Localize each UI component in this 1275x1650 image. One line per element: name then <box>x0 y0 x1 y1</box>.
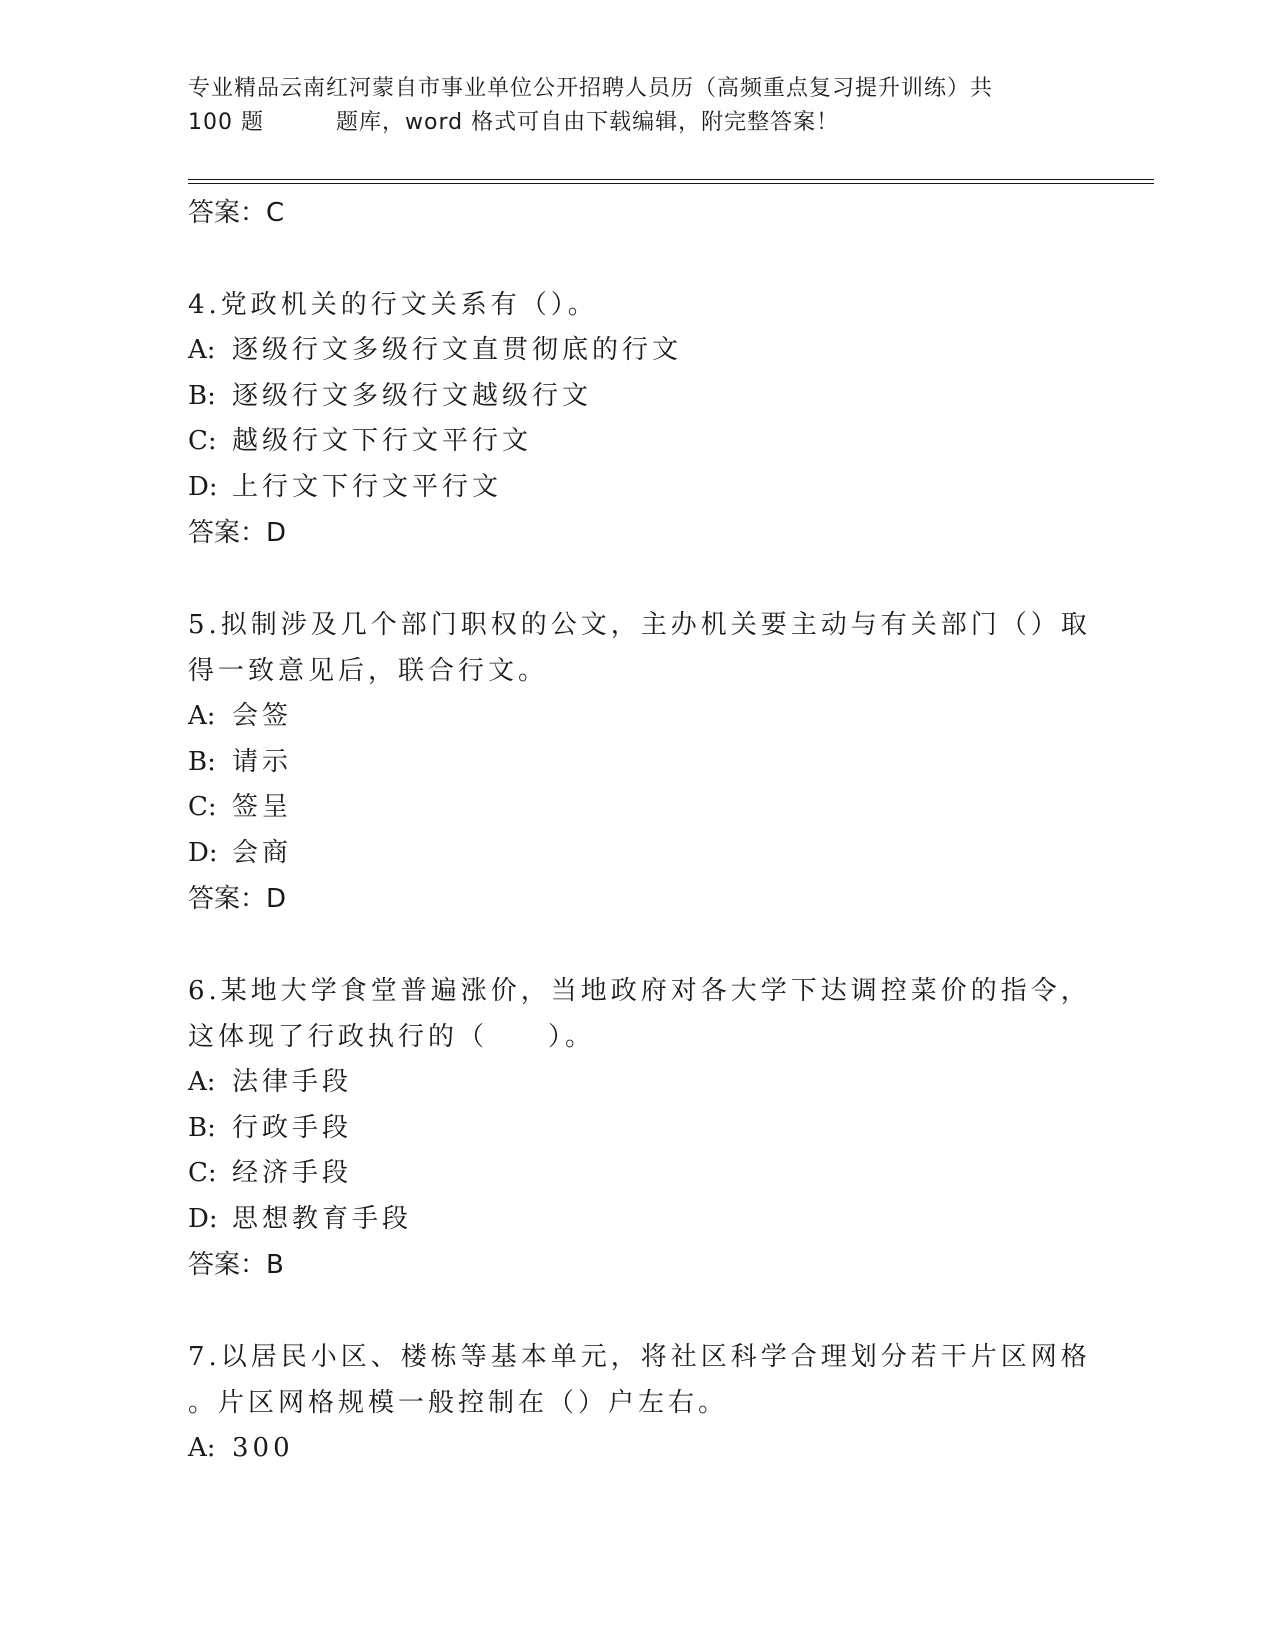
option-c: C: 越级行文下行文平行文 <box>188 426 533 456</box>
option-c: C: 经济手段 <box>188 1158 353 1188</box>
option-a: A: 会签 <box>188 701 293 731</box>
question-text: 7.以居民小区、楼栋等基本单元，将社区科学合理划分若干片区网格 <box>188 1342 1091 1372</box>
answer: 答案：D <box>188 518 287 548</box>
option-a: A: 300 <box>188 1433 294 1463</box>
option-d: D: 上行文下行文平行文 <box>188 471 503 502</box>
answer: 答案：B <box>188 1250 284 1280</box>
option-b: B: 请示 <box>188 746 293 777</box>
question-text: 5.拟制涉及几个部门职权的公文，主办机关要主动与有关部门（）取 <box>188 610 1091 640</box>
question-5 <box>188 602 1091 922</box>
question-text-cont: 这体现了行政执行的（ ）。 <box>188 1022 596 1052</box>
question-text-cont: 得一致意见后，联合行文。 <box>188 656 549 686</box>
header-count: 100 题 <box>188 110 264 135</box>
answer: 答案：D <box>188 884 287 914</box>
option-d: D: 思想教育手段 <box>188 1203 413 1234</box>
page-header <box>188 72 1068 140</box>
option-c: C: 签呈 <box>188 792 293 822</box>
previous-answer: 答案：C <box>188 198 285 228</box>
question-text-cont: 。片区网格规模一般控制在（）户左右。 <box>188 1388 729 1418</box>
question-text: 4.党政机关的行文关系有（）。 <box>188 290 598 320</box>
option-b: B: 逐级行文多级行文越级行文 <box>188 380 593 411</box>
option-a: A: 逐级行文多级行文直贯彻底的行文 <box>188 335 683 365</box>
option-a: A: 法律手段 <box>188 1067 353 1097</box>
header-divider-bottom <box>188 183 1154 184</box>
option-d: D: 会商 <box>188 837 293 868</box>
question-4 <box>188 282 1088 556</box>
question-text: 6.某地大学食堂普遍涨价，当地政府对各大学下达调控菜价的指令， <box>188 976 1091 1006</box>
header-subtitle: 题库，word 格式可自由下载编辑，附完整答案！ <box>336 110 840 135</box>
header-title-line1: 专业精品云南红河蒙自市事业单位公开招聘人员历（高频重点复习提升训练）共 <box>188 76 994 101</box>
option-b: B: 行政手段 <box>188 1112 353 1143</box>
question-7 <box>188 1334 1091 1472</box>
question-6 <box>188 968 1091 1288</box>
question-list <box>188 190 1091 1472</box>
header-divider-top <box>188 179 1154 180</box>
header-title-line2 <box>188 106 1068 140</box>
